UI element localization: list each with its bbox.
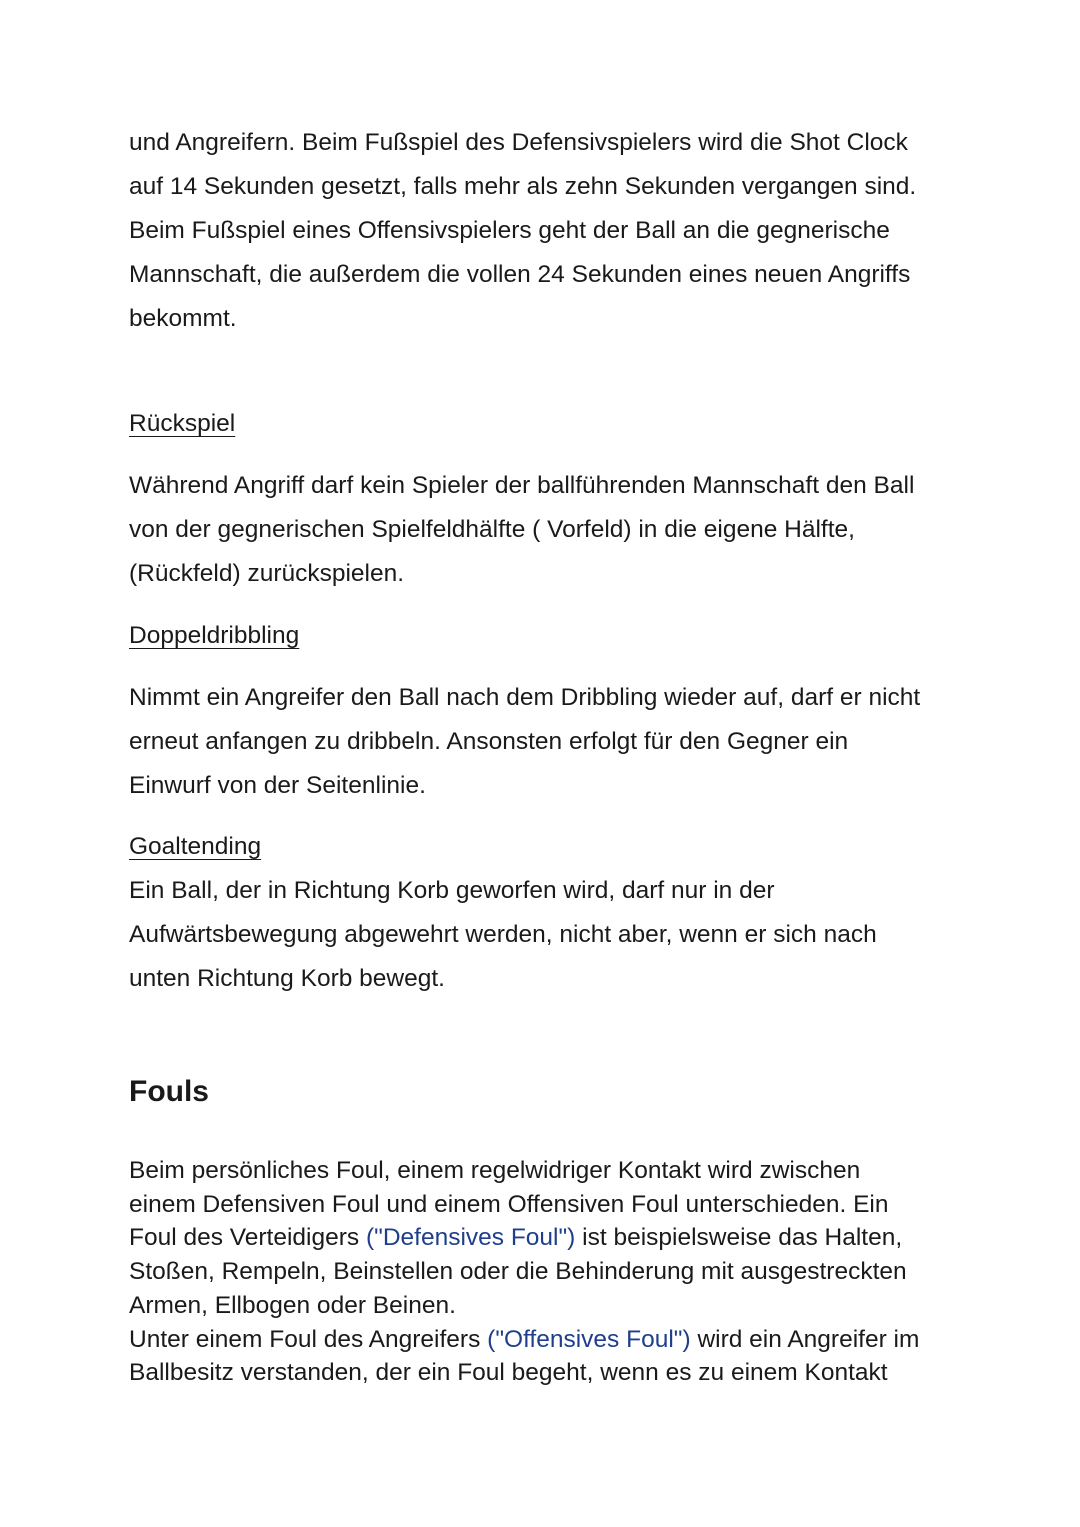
rueckspiel-line-1: Während Angriff darf kein Spieler der ballführenden Mannschaft den Ball	[129, 472, 915, 499]
goaltending-line-1: Ein Ball, der in Richtung Korb geworfen wird, darf nur in der	[129, 877, 775, 904]
goaltending-heading: Goaltending	[129, 833, 262, 860]
fouls-line-4: Stoßen, Rempeln, Beinstellen oder die Behinderung mit ausgestreckten	[129, 1258, 907, 1286]
intro-line-2: auf 14 Sekunden gesetzt, falls mehr als zehn Sekunden vergangen sind.	[129, 173, 917, 200]
fouls-line-3-before: Foul des Verteidigers	[129, 1224, 366, 1252]
fouls-line-3-after: ist beispielsweise das Halten,	[575, 1224, 903, 1252]
doppeldribbling-heading: Doppeldribbling	[129, 622, 300, 649]
doppeldribbling-line-2: erneut anfangen zu dribbeln. Ansonsten erfolgt für den Gegner ein	[129, 728, 849, 755]
doppeldribbling-paragraph	[129, 676, 959, 808]
intro-line-3: Beim Fußspiel eines Offensivspielers geht der Ball an die gegnerische	[129, 217, 890, 244]
intro-line-4: Mannschaft, die außerdem die vollen 24 Sekunden eines neuen Angriffs	[129, 261, 911, 288]
fouls-line-5: Armen, Ellbogen oder Beinen.	[129, 1291, 456, 1319]
offensive-foul-term: ("Offensives Foul")	[487, 1325, 691, 1353]
doppeldribbling-line-1: Nimmt ein Angreifer den Ball nach dem Dribbling wieder auf, darf er nicht	[129, 684, 921, 711]
doppeldribbling-line-3: Einwurf von der Seitenlinie.	[129, 772, 426, 799]
rueckspiel-line-2: von der gegnerischen Spielfeldhälfte ( Vorfeld) in die eigene Hälfte,	[129, 516, 855, 543]
fouls-title: Fouls	[129, 1075, 209, 1108]
fouls-paragraph	[129, 1154, 959, 1390]
fouls-line-2: einem Defensiven Foul und einem Offensiven Foul unterschieden. Ein	[129, 1190, 889, 1218]
goaltending-paragraph	[129, 869, 959, 1001]
fouls-line-7: Ballbesitz verstanden, der ein Foul begeht, wenn es zu einem Kontakt	[129, 1359, 888, 1387]
goaltending-line-2: Aufwärtsbewegung abgewehrt werden, nicht aber, wenn er sich nach	[129, 921, 877, 948]
intro-line-5: bekommt.	[129, 305, 237, 332]
rueckspiel-heading: Rückspiel	[129, 410, 236, 437]
intro-paragraph	[129, 121, 959, 341]
fouls-line-6-after: wird ein Angreifer im	[690, 1325, 920, 1353]
fouls-line-6	[129, 1323, 959, 1357]
rueckspiel-paragraph	[129, 464, 959, 596]
goaltending-line-3: unten Richtung Korb bewegt.	[129, 965, 445, 992]
fouls-line-1: Beim persönliches Foul, einem regelwidriger Kontakt wird zwischen	[129, 1157, 861, 1184]
fouls-line-3	[129, 1221, 959, 1255]
defensive-foul-term: ("Defensives Foul")	[365, 1224, 576, 1252]
intro-line-1: und Angreifern. Beim Fußspiel des Defensivspielers wird die Shot Clock	[129, 129, 908, 156]
fouls-line-6-before: Unter einem Foul des Angreifers	[129, 1325, 488, 1353]
rueckspiel-line-3: (Rückfeld) zurückspielen.	[129, 560, 405, 587]
